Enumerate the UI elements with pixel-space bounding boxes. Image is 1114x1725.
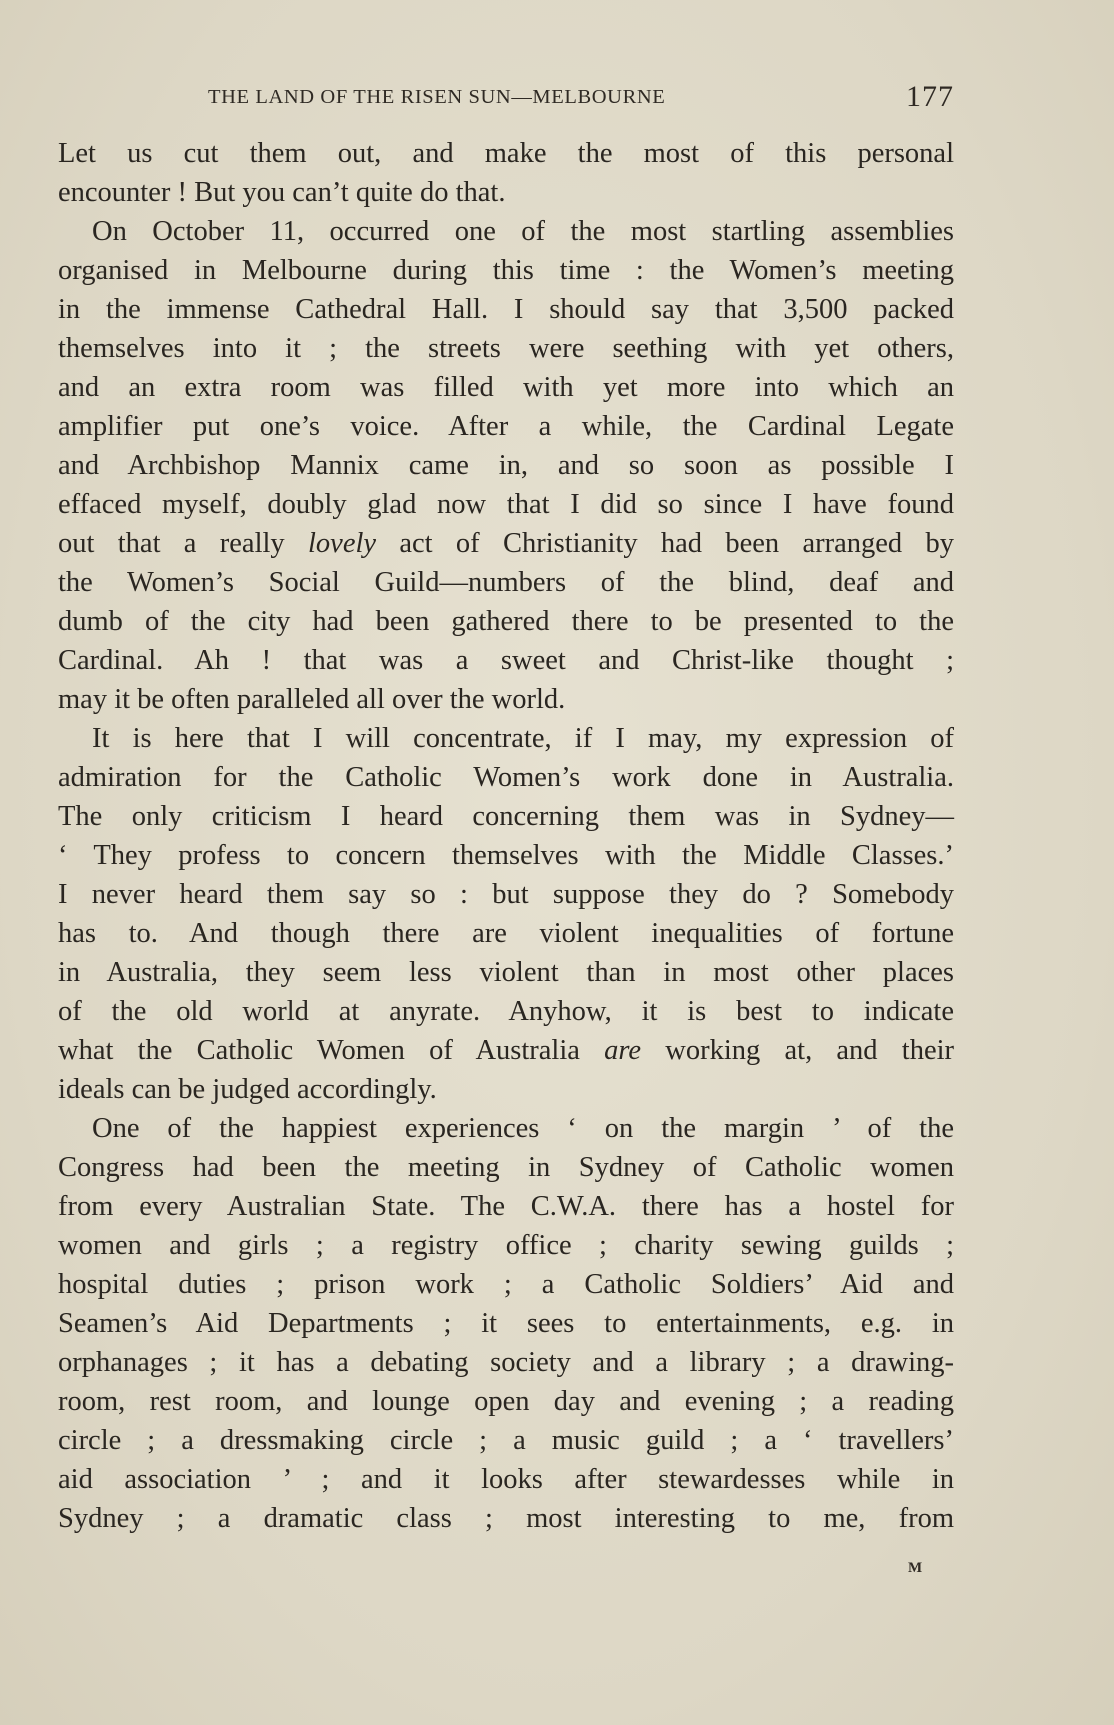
italic-emphasis: lovely <box>308 528 377 559</box>
italic-emphasis: are <box>604 1035 642 1066</box>
text-segment: act of Christianity had been arranged by <box>376 528 955 559</box>
text-line: It is here that I will concentrate, if I may, my expression of <box>92 723 954 754</box>
text-line: Congress had been the meeting in Sydney of Catholic women <box>58 1152 954 1183</box>
text-segment: what the Catholic Women of Australia <box>58 1035 605 1066</box>
text-line: aid association ’ ; and it looks after stewardesses while in <box>58 1464 954 1495</box>
text-line: room, rest room, and lounge open day and evening ; a reading <box>58 1386 954 1417</box>
text-line: Let us cut them out, and make the most of this personal <box>58 138 954 169</box>
text-line: of the old world at anyrate. Anyhow, it is best to indicate <box>58 996 954 1027</box>
text-line: On October 11, occurred one of the most startling assemblies <box>92 216 954 247</box>
text-line: One of the happiest experiences ‘ on the margin ’ of the <box>92 1113 954 1144</box>
text-line: I never heard them say so : but suppose they do ? Somebody <box>58 879 954 910</box>
text-line: themselves into it ; the streets were seething with yet others, <box>58 333 954 364</box>
text-line: and an extra room was filled with yet more into which an <box>58 372 954 403</box>
text-line: Seamen’s Aid Departments ; it sees to entertainments, e.g. in <box>58 1308 954 1339</box>
text-line: encounter ! But you can’t quite do that. <box>58 177 506 208</box>
text-line: The only criticism I heard concerning them was in Sydney— <box>58 801 954 832</box>
text-line <box>58 524 954 563</box>
page-number: 177 <box>906 80 954 113</box>
text-line: ‘ They profess to concern themselves with the Middle Classes.’ <box>58 840 954 871</box>
signature-mark: M <box>908 1560 923 1576</box>
text-line: women and girls ; a registry office ; charity sewing guilds ; <box>58 1230 954 1261</box>
text-segment: working at, and their <box>641 1035 955 1066</box>
text-line: amplifier put one’s voice. After a while, the Cardinal Legate <box>58 411 954 442</box>
text-line: effaced myself, doubly glad now that I did so since I have found <box>58 489 954 520</box>
body-text <box>58 134 954 1538</box>
text-line: the Women’s Social Guild—numbers of the blind, deaf and <box>58 567 954 598</box>
text-line: Sydney ; a dramatic class ; most interesting to me, from <box>58 1503 954 1534</box>
running-title: THE LAND OF THE RISEN SUN—MELBOURNE <box>208 86 666 108</box>
text-line: and Archbishop Mannix came in, and so soon as possible I <box>58 450 954 481</box>
text-line: in the immense Cathedral Hall. I should say that 3,500 packed <box>58 294 954 325</box>
text-segment: out that a really <box>58 528 308 559</box>
text-line: dumb of the city had been gathered there to be presented to the <box>58 606 954 637</box>
text-line: may it be often paralleled all over the world. <box>58 684 566 715</box>
text-line: circle ; a dressmaking circle ; a music guild ; a ‘ travellers’ <box>58 1425 954 1456</box>
text-line: hospital duties ; prison work ; a Catholic Soldiers’ Aid and <box>58 1269 954 1300</box>
running-head <box>58 80 954 120</box>
text-line <box>58 1031 954 1070</box>
text-line: ideals can be judged accordingly. <box>58 1074 437 1105</box>
text-line: has to. And though there are violent inequalities of fortune <box>58 918 954 949</box>
text-line: orphanages ; it has a debating society and a library ; a drawing- <box>58 1347 954 1378</box>
text-line: organised in Melbourne during this time : the Women’s meeting <box>58 255 954 286</box>
text-line: admiration for the Catholic Women’s work done in Australia. <box>58 762 954 793</box>
text-line: from every Australian State. The C.W.A. there has a hostel for <box>58 1191 954 1222</box>
text-line: in Australia, they seem less violent than in most other places <box>58 957 954 988</box>
text-line: Cardinal. Ah ! that was a sweet and Christ-like thought ; <box>58 645 954 676</box>
